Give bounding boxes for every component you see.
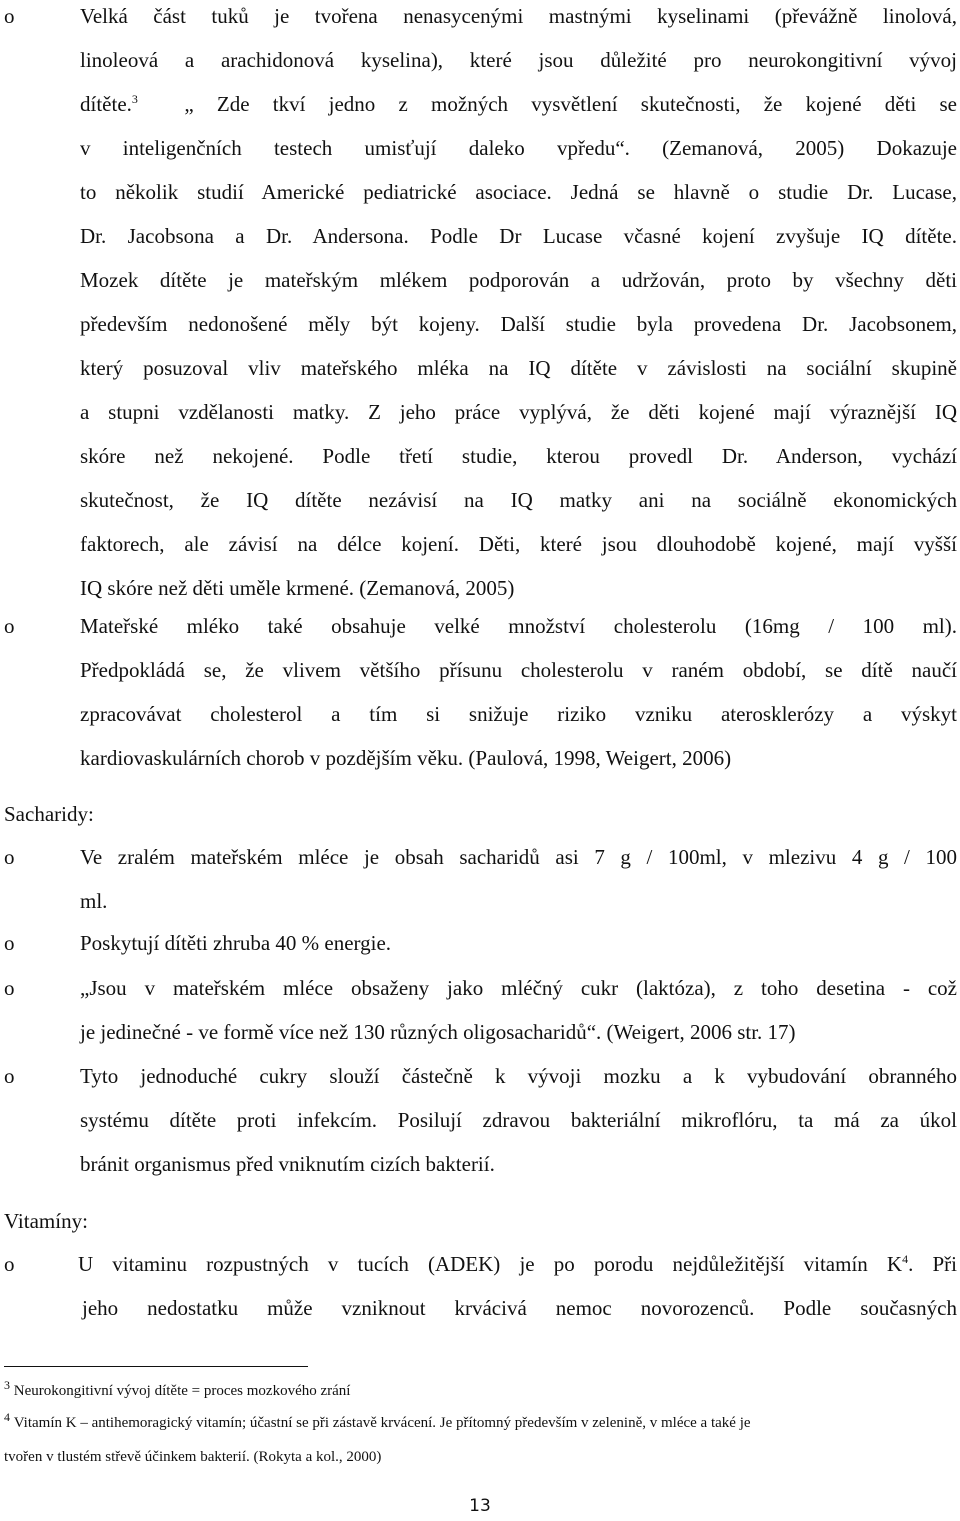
bullet-text (78, 1242, 957, 1330)
bullet-marker: o (4, 614, 15, 638)
footnote-separator (4, 1366, 308, 1367)
text-line: který posuzoval vliv mateřského mléka na IQ dítěte v závislosti na sociální skupině (80, 356, 957, 380)
text-line: kardiovaskulárních chorob v pozdějším věku. (Paulová, 1998, Weigert, 2006) (80, 746, 732, 770)
footnote-number: 3 (4, 1378, 10, 1392)
text-line: bránit organismus před vniknutím cizích bakterií. (80, 1152, 495, 1176)
text-line: Tyto jednoduché cukry slouží částečně k vývoji mozku a k vybudování obranného (80, 1064, 957, 1088)
text-line: systému dítěte proti infekcím. Posilují zdravou bakteriální mikroflóru, ta má za úkol (80, 1108, 957, 1132)
text-line: Poskytují dítěti zhruba 40 % energie. (80, 931, 392, 955)
bullet-marker: o (4, 4, 15, 28)
text-line: Dr. Jacobsona a Dr. Andersona. Podle Dr Lucase včasné kojení zvyšuje IQ dítěte. (80, 224, 957, 248)
text-line: Mozek dítěte je mateřským mlékem podporován a udržován, proto by všechny děti (80, 268, 957, 292)
text-segment: dítěte. (80, 92, 132, 116)
bullet-text (80, 835, 957, 923)
footnote-line (4, 1406, 959, 1440)
text-line: Předpokládá se, že vlivem většího přísunu cholesterolu v raném období, se dítě naučí (80, 658, 957, 682)
bullet-text (80, 1054, 957, 1186)
text-line: především nedonošené měly být kojeny. Další studie byla provedena Dr. Jacobsonem, (80, 312, 957, 336)
text-line: v inteligenčních testech umisťují daleko vpředu“. (Zemanová, 2005) Dokazuje (80, 136, 957, 160)
text-line: zpracovávat cholesterol a tím si snižuje riziko vzniku aterosklerózy a výskyt (80, 702, 957, 726)
text-line: a stupni vzdělanosti matky. Z jeho práce vyplývá, že děti kojené mají výraznější IQ (80, 400, 957, 424)
footnote-number: 4 (4, 1410, 10, 1424)
bullet-marker: o (4, 931, 15, 955)
footnote-text: Neurokongitivní vývoj dítěte = proces mozkového zrání (13, 1383, 351, 1399)
bullet-marker: o (4, 1064, 15, 1088)
text-line: skóre než nekojené. Podle třetí studie, kterou provedl Dr. Anderson, vychází (80, 444, 957, 468)
footnote-reference: 3 (131, 92, 138, 106)
text-line: je jedinečné - ve formě více než 130 různých oligosacharidů“. (Weigert, 2006 str. 17) (80, 1020, 796, 1044)
text-line: linoleová a arachidonová kyselina), které jsou důležité pro neurokongitivní vývoj (80, 48, 957, 72)
text-line: faktorech, ale závisí na délce kojení. Děti, které jsou dlouhodobě kojené, mají vyšší (80, 532, 957, 556)
text-line: „Jsou v mateřském mléce obsaženy jako mléčný cukr (laktóza), z toho desetina - což (80, 976, 957, 1000)
page-number: 13 (469, 1496, 491, 1516)
section-heading-carbohydrates: Sacharidy: (4, 802, 94, 826)
text-line: ml. (80, 889, 108, 913)
text-line (78, 1242, 957, 1286)
text-segment: U vitaminu rozpustných v tucích (ADEK) je po porodu nejdůležitější vitamín K (78, 1252, 903, 1276)
footnote-reference: 4 (902, 1252, 909, 1266)
text-line: to několik studií Americké pediatrické asociace. Jedná se hlavně o studie Dr. Lucase, (80, 180, 957, 204)
bullet-marker: o (4, 1252, 15, 1276)
text-segment: „ Zde tkví jedno z možných vysvětlení skutečnosti, že kojené děti se (184, 92, 957, 116)
text-line (80, 82, 957, 126)
footnote-line: tvořen v tlustém střevě účinkem bakterií. (Rokyta a kol., 2000) (4, 1449, 382, 1465)
footnote-line (4, 1374, 959, 1408)
footnote-4 (4, 1406, 959, 1474)
bullet-text (80, 0, 957, 610)
bullet-marker: o (4, 976, 15, 1000)
text-segment: . Při (908, 1252, 957, 1276)
text-line: Ve zralém mateřském mléce je obsah sacharidů asi 7 g / 100ml, v mlezivu 4 g / 100 (80, 845, 957, 869)
bullet-text (80, 604, 957, 780)
bullet-text (80, 966, 957, 1054)
footnote-text: Vitamín K – antihemoragický vitamín; účastní se při zástavě krvácení. Je přítomný především v zelenině, v mléce a také je (13, 1415, 751, 1431)
text-line: Mateřské mléko také obsahuje velké množství cholesterolu (16mg / 100 ml). (80, 614, 957, 638)
section-heading-vitamins: Vitamíny: (4, 1209, 88, 1233)
footnote-3 (4, 1374, 959, 1408)
text-line: skutečnost, že IQ dítěte nezávisí na IQ matky ani na sociálně ekonomických (80, 488, 957, 512)
bullet-marker: o (4, 845, 15, 869)
bullet-text (80, 921, 957, 965)
text-line: IQ skóre než děti uměle krmené. (Zemanová, 2005) (80, 576, 515, 600)
text-line: jeho nedostatku může vzniknout krvácivá nemoc novorozenců. Podle současných (82, 1296, 957, 1320)
text-line: Velká část tuků je tvořena nenasycenými mastnými kyselinami (převážně linolová, (80, 4, 957, 28)
